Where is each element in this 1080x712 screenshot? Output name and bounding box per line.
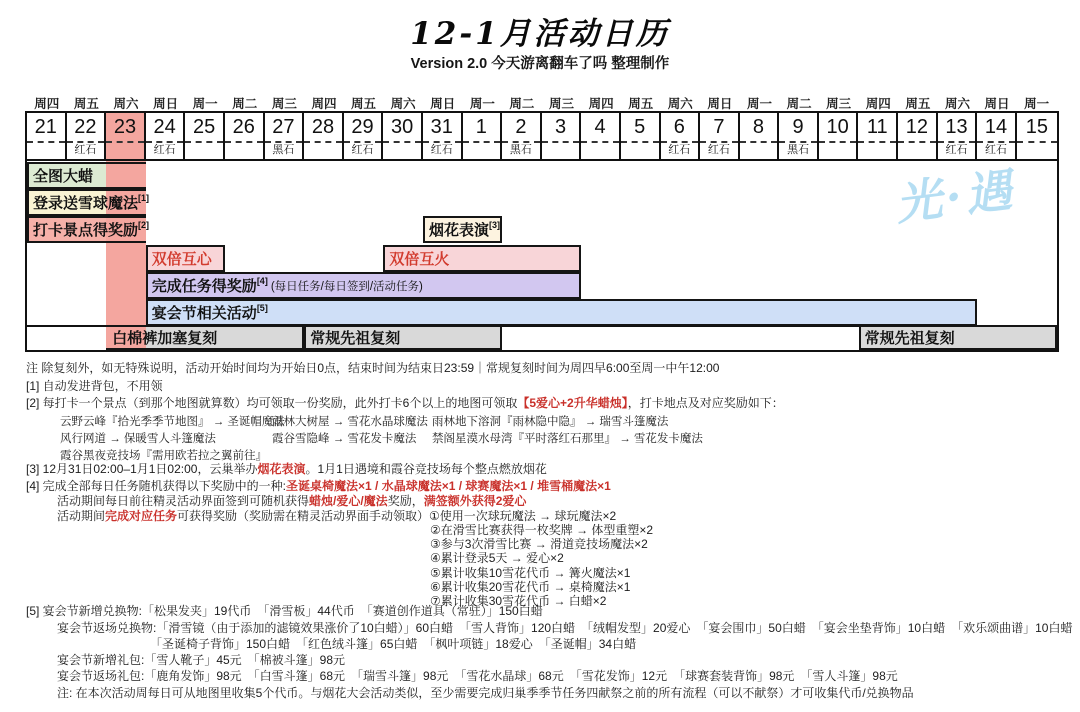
day-number: 22 [67, 113, 105, 143]
day-number: 15 [1017, 113, 1057, 143]
day-number: 10 [819, 113, 857, 143]
day-cell-4 [581, 113, 621, 159]
weekday-label: 周四 [311, 97, 337, 111]
note-4-signin-text: 活动期间每日前往精灵活动界面签到可随机获得 [57, 494, 310, 508]
footnote-marker: [4] [256, 275, 268, 286]
location-item: 霞谷黑夜竞技场『需用欧若拉之翼前往』 [60, 450, 267, 462]
weekday-label: 周一 [746, 97, 772, 111]
bar-fireworks-show [423, 216, 502, 243]
stone-label [542, 143, 580, 159]
task-item: ⑥累计收集20雪花代币 → 桌椅魔法×1 [430, 579, 631, 594]
note-5-line-1: [5] 宴会节新增兑换物:「松果发夹」19代币 「滑雪板」44代币 「赛道创作道具（常驻）」150白蜡 [26, 604, 543, 618]
calendar-grid [25, 111, 1059, 352]
location-item: 禁阁星漠水母湾『平时落红石那里』 → 雪花发卡魔法 [432, 433, 703, 445]
bar-label: 全图大蜡 [33, 168, 94, 185]
note-2-red-text: 【5爱心+2升华蜡烛】 [517, 396, 628, 410]
stone-label [819, 143, 857, 159]
bar-label: 登录送雪球魔法 [33, 195, 139, 212]
day-cell-24 [146, 113, 186, 159]
weekday-label: 周三 [826, 97, 852, 111]
day-number: 24 [146, 113, 184, 143]
task-item: ④累计登录5天 → 爱心×2 [430, 551, 564, 566]
note-5-line-4: 宴会节新增礼包:「雪人靴子」45元 「棉被斗篷」98元 [57, 653, 346, 667]
location-item: 风行网道 → 保暖雪人斗篷魔法 [60, 433, 216, 445]
note-3-tail: 。1月1日遇境和霞谷竞技场每个整点燃放烟花 [305, 462, 547, 476]
day-number: 14 [977, 113, 1015, 143]
note-2-text: [2] 每打卡一个景点（到那个地图就算数）均可领取一份奖励，此外打卡6个以上的地图可领取 [26, 396, 518, 410]
day-number: 21 [27, 113, 65, 143]
date-row [27, 113, 1057, 161]
day-cell-10 [819, 113, 859, 159]
footnote-marker: [1] [138, 192, 150, 203]
location-item: 雨林地下溶洞『雨林隐中隐』 → 瑞雪斗篷魔法 [432, 416, 669, 428]
day-number: 1 [463, 113, 501, 143]
bar-double-fire [383, 245, 581, 272]
stone-label: 红石 [430, 144, 453, 156]
day-number: 29 [344, 113, 382, 143]
day-number: 31 [423, 113, 461, 143]
weekday-label: 周六 [113, 97, 139, 111]
note-4-task-pre: 活动期间 [57, 509, 106, 523]
note-4-signin-red-2: 满签额外获得2爱心 [423, 494, 527, 508]
bar-label: 常规先祖复刻 [310, 330, 401, 347]
day-cell-11 [858, 113, 898, 159]
day-cell-1 [463, 113, 503, 159]
sky-game-watermark: 光·遇 [892, 162, 1019, 231]
day-number: 30 [383, 113, 421, 143]
weekday-row [27, 94, 1057, 112]
note-4-signin-red: 蜡烛/爱心/魔法 [309, 494, 388, 508]
stone-label [1017, 143, 1057, 159]
weekday-label: 周二 [786, 97, 812, 111]
note-5-line-3: 「圣诞椅子背饰」150白蜡 「红色绒斗篷」65白蜡 「枫叶项链」18爱心 「圣诞帽」34白蜡 [150, 637, 637, 651]
weekday-label: 周三 [549, 97, 575, 111]
stone-label: 红石 [707, 144, 730, 156]
stone-label: 黑石 [787, 144, 810, 156]
bar-ts-regular-1 [304, 325, 502, 350]
day-number: 13 [938, 113, 976, 143]
day-number: 8 [740, 113, 778, 143]
task-item: ⑦累计收集30雪花代币 → 白蜡×2 [430, 594, 607, 608]
bar-label: 完成任务得奖励 [151, 278, 257, 295]
day-cell-27 [265, 113, 305, 159]
note-4-task-post: 可获得奖励（奖励需在精灵活动界面手动领取） [177, 509, 430, 523]
stone-label [581, 143, 619, 159]
note-4-line-3 [57, 509, 616, 523]
footnote-marker: [3] [489, 219, 501, 230]
weekday-label: 周一 [1024, 97, 1050, 111]
note-1: [1] 自动发进背包，不用领 [26, 379, 163, 393]
weekday-label: 周五 [351, 97, 377, 111]
weekday-label: 周五 [73, 97, 99, 111]
bar-label: 双倍互心 [151, 251, 212, 268]
weekday-label: 周六 [390, 97, 416, 111]
location-line [60, 430, 703, 446]
bar-label: 宴会节相关活动 [151, 305, 257, 322]
day-cell-13 [938, 113, 978, 159]
weekday-label: 周四 [865, 97, 891, 111]
day-number: 2 [502, 113, 540, 143]
today-overlay [106, 164, 146, 187]
note-4-text: [4] 完成全部每日任务随机获得以下奖励中的一种: [26, 479, 287, 493]
day-cell-28 [304, 113, 344, 159]
day-cell-15 [1017, 113, 1057, 159]
stone-label [621, 143, 659, 159]
day-number: 25 [185, 113, 223, 143]
day-cell-23 [106, 113, 146, 159]
day-cell-25 [185, 113, 225, 159]
task-item: ②在滑雪比赛获得一枚奖牌 → 体型重塑×2 [430, 523, 654, 537]
bar-double-heart [146, 245, 225, 272]
footnote-marker: [2] [138, 219, 150, 230]
note-general: 注 除复刻外，如无特殊说明，活动开始时间均为开始日0点，结束时间为结束日23:59｜常规复刻时间为周四早6:00至周一中午12:00 [26, 361, 720, 375]
day-cell-9 [779, 113, 819, 159]
bar-checkin-reward [27, 216, 150, 243]
bar-map-candle [27, 162, 146, 189]
stone-label: 红石 [985, 144, 1008, 156]
day-cell-8 [740, 113, 780, 159]
stone-label: 红石 [351, 144, 374, 156]
day-cell-12 [898, 113, 938, 159]
day-number: 3 [542, 113, 580, 143]
stone-label: 红石 [668, 144, 691, 156]
day-number: 11 [858, 113, 896, 143]
bar-task-reward [146, 272, 582, 299]
note-4-red-rewards: 圣诞桌椅魔法×1 / 水晶球魔法×1 / 球赛魔法×1 / 堆雪桶魔法×1 [286, 479, 611, 493]
weekday-label: 周五 [905, 97, 931, 111]
weekday-label: 周一 [192, 97, 218, 111]
bar-label: 双倍互火 [389, 251, 450, 268]
day-cell-5 [621, 113, 661, 159]
bar-feast-event [146, 299, 978, 326]
note-4-line-1 [26, 479, 611, 493]
task-item: ③参与3次滑雪比赛 → 滑道竞技场魔法×2 [430, 537, 648, 552]
bar-ts-regular-2 [859, 325, 1057, 350]
bar-label: 白棉裤加塞复刻 [112, 330, 218, 347]
day-cell-31 [423, 113, 463, 159]
weekday-label: 周六 [944, 97, 970, 111]
weekday-label: 周四 [588, 97, 614, 111]
day-number: 28 [304, 113, 342, 143]
weekday-label: 周一 [469, 97, 495, 111]
stone-label [740, 143, 778, 159]
task-item: ⑤累计收集10雪花代币 → 篝火魔法×1 [430, 565, 631, 580]
weekday-label: 周三 [271, 97, 297, 111]
bar-label: 打卡景点得奖励 [33, 222, 139, 239]
weekday-label: 周二 [509, 97, 535, 111]
note-3-red-text: 烟花表演 [257, 462, 306, 476]
stone-label: 红石 [945, 144, 968, 156]
day-cell-7 [700, 113, 740, 159]
day-number: 26 [225, 113, 263, 143]
weekday-label: 周日 [430, 97, 456, 111]
day-number: 5 [621, 113, 659, 143]
day-cell-3 [542, 113, 582, 159]
note-3 [26, 462, 547, 476]
note-5-footnote: 注: 在本次活动周每日可从地图里收集5个代币。与烟花大会活动类似，至少需要完成归巢季季节任务四献祭之前的所有流程（可以不献祭）才可收集代币/兑换物品 [57, 686, 914, 700]
day-cell-30 [383, 113, 423, 159]
location-item: 霞谷雪隐峰 → 雪花发卡魔法 [272, 433, 417, 445]
weekday-label: 周六 [667, 97, 693, 111]
bar-ts-extra [106, 325, 304, 350]
stone-label [463, 143, 501, 159]
stone-label [225, 143, 263, 159]
day-number: 23 [106, 113, 144, 143]
note-5-line-5: 宴会节返场礼包:「鹿角发饰」98元 「白雪斗篷」68元 「瑞雪斗篷」98元 「雪花水晶球」68元 「雪花发饰」12元 「球赛套装背饰」98元 「雪人斗篷」98元 [57, 669, 898, 683]
stone-label [858, 143, 896, 159]
location-item: 云野云峰『拾光季季节地图』 → 圣诞帽魔法 [60, 416, 285, 428]
stone-label [27, 143, 65, 159]
stone-label: 黑石 [509, 144, 532, 156]
footnote-marker: [5] [256, 302, 268, 313]
note-4-task-item-1: ①使用一次球玩魔法 → 球玩魔法×2 [429, 509, 617, 523]
bar-label: 常规先祖复刻 [864, 330, 955, 347]
weekday-label: 周日 [707, 97, 733, 111]
note-4-task-red: 完成对应任务 [105, 509, 178, 523]
location-item: 雨林大树屋 → 雪花水晶球魔法 [272, 416, 428, 428]
day-number: 4 [581, 113, 619, 143]
note-4-line-2 [57, 494, 526, 508]
note-3-text: [3] 12月31日02:00–1月1日02:00，云巢举办 [26, 462, 258, 476]
day-cell-29 [344, 113, 384, 159]
weekday-label: 周日 [153, 97, 179, 111]
day-number: 9 [779, 113, 817, 143]
stone-label: 黑石 [272, 144, 295, 156]
day-cell-26 [225, 113, 265, 159]
note-4-signin-mid: 奖励， [387, 494, 424, 508]
day-cell-21 [27, 113, 67, 159]
stone-label [304, 143, 342, 159]
day-cell-22 [67, 113, 107, 159]
stone-label: 红石 [74, 144, 97, 156]
stone-label: 红石 [153, 144, 176, 156]
location-line [60, 447, 432, 463]
page-subtitle: Version 2.0 今天游离翻车了吗 整理制作 [410, 56, 670, 72]
day-cell-6 [661, 113, 701, 159]
stone-label [185, 143, 223, 159]
day-cell-14 [977, 113, 1017, 159]
weekday-label: 周日 [984, 97, 1010, 111]
bar-login-snowball [27, 189, 150, 216]
page-title: 12-1月活动日历 [410, 16, 670, 52]
location-line [60, 413, 668, 429]
day-number: 6 [661, 113, 699, 143]
day-number: 12 [898, 113, 936, 143]
bar-label: 烟花表演 [429, 222, 490, 239]
bar-suffix: (每日任务/每日签到/活动任务) [270, 280, 423, 293]
note-2 [26, 396, 784, 410]
weekday-label: 周五 [628, 97, 654, 111]
weekday-label: 周四 [34, 97, 60, 111]
stone-label [383, 143, 421, 159]
note-5-line-2: 宴会节返场兑换物:「滑雪镜（由于添加的滤镜效果涨价了10白蜡）」60白蜡 「雪人背饰」120白蜡 「绒帽发型」20爱心 「宴会围巾」50白蜡 「宴会坐垫背饰」10白蜡 「欢乐颂曲谱」10白蜡 [57, 621, 1073, 635]
day-number: 27 [265, 113, 303, 143]
stone-label [106, 143, 144, 159]
stone-label [898, 143, 936, 159]
note-2-tail: ，打卡地点及对应奖励如下： [627, 396, 784, 410]
day-cell-2 [502, 113, 542, 159]
weekday-label: 周二 [232, 97, 258, 111]
day-number: 7 [700, 113, 738, 143]
